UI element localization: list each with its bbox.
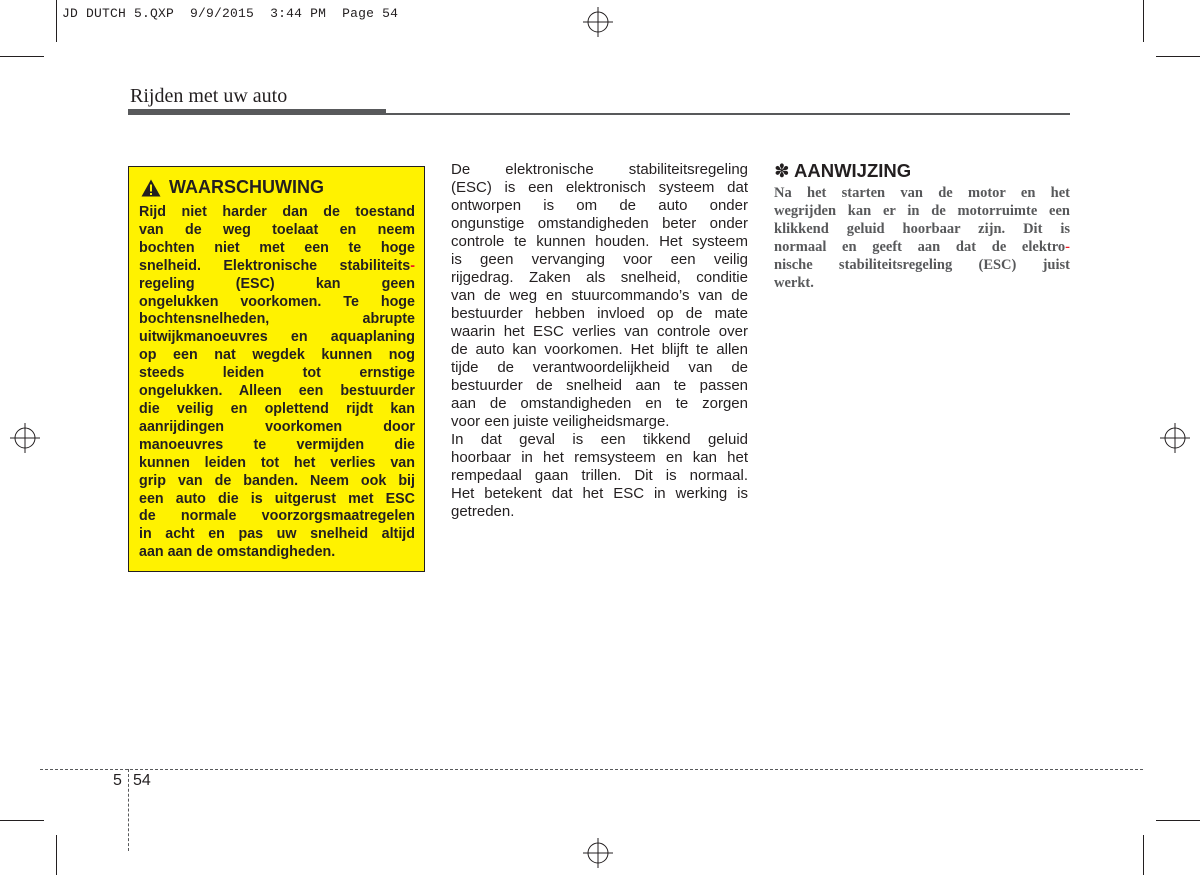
paragraph-1-line: rijgedrag. Zaken als snelheid, conditie — [451, 269, 748, 286]
registration-mark-icon — [583, 838, 613, 868]
paragraph-2-line: getreden. — [451, 503, 515, 520]
warning-heading — [141, 177, 324, 198]
header-rule-thick — [128, 109, 386, 115]
warning-line: ongelukken voorkomen. Te hoge — [139, 293, 415, 310]
crop-mark — [1143, 0, 1144, 42]
footer-divider — [128, 769, 129, 851]
page-number: 54 — [133, 772, 151, 789]
warning-line: manoeuvres te vermijden die — [139, 436, 415, 453]
note-line: Na het starten van de motor en het — [774, 185, 1070, 201]
paragraph-1-line: (ESC) is een elektronisch systeem dat — [451, 179, 748, 196]
registration-mark-icon — [10, 423, 40, 453]
paragraph-1-line: tijde de verantwoordelijkheid van de — [451, 359, 748, 376]
warning-line: die veilig en oplettend rijdt kan — [139, 400, 415, 417]
crop-mark — [1143, 835, 1144, 875]
warning-line: kunnen leiden tot het verlies van — [139, 454, 415, 471]
warning-line: de normale voorzorgsmaatregelen — [139, 508, 415, 525]
crop-mark — [1156, 56, 1200, 57]
note-line: wegrijden kan er in de motorruimte een — [774, 202, 1070, 219]
warning-line: uitwijkmanoeuvres en aquaplaning — [139, 329, 415, 346]
paragraph-1-line: van de weg en stuurcommando’s van de — [451, 287, 748, 304]
paragraph-1-line: ontworpen is om de auto onder — [451, 197, 748, 214]
warning-line: bochten niet met een te hoge — [139, 239, 415, 256]
slug-date: 9/9/2015 — [190, 6, 255, 21]
hyphen-mark: - — [1065, 238, 1070, 255]
warning-line: aanrijdingen voorkomen door — [139, 418, 415, 435]
note-title: AANWIJZING — [793, 160, 912, 181]
warning-title: WAARSCHUWING — [169, 177, 324, 197]
crop-mark — [0, 820, 44, 821]
main-body-text — [451, 161, 748, 521]
crop-mark — [56, 835, 57, 875]
warning-line: grip van de banden. Neem ook bij — [139, 472, 415, 489]
note-line: normaal en geeft aan dat de elektro- — [774, 238, 1070, 255]
warning-line: steeds leiden tot ernstige — [139, 365, 415, 382]
note-line: werkt. — [774, 274, 814, 291]
warning-line: een auto die is uitgerust met ESC — [139, 490, 415, 507]
note-line: nische stabiliteitsregeling (ESC) juist — [774, 256, 1070, 273]
warning-box — [128, 166, 425, 572]
paragraph-1-line: voor een juiste veiligheidsmarge. — [451, 413, 670, 430]
print-slug — [62, 6, 398, 21]
paragraph-1-line: bestuurder hebben invloed op de mate — [451, 305, 748, 322]
paragraph-1-line: de auto kan voorkomen. Het blijft te allen — [451, 341, 748, 358]
crop-mark — [0, 56, 44, 57]
warning-line: ongelukken. Alleen een bestuurder — [139, 383, 415, 400]
warning-line: van de weg toelaat en neem — [139, 221, 415, 238]
registration-mark-icon — [583, 7, 613, 37]
registration-mark-icon — [1160, 423, 1190, 453]
paragraph-1-line: ongunstige omstandigheden beter onder — [451, 215, 748, 232]
paragraph-2-line: Het betekent dat het ESC in werking is — [451, 485, 748, 502]
warning-line: snelheid. Elektronische stabiliteits- — [139, 257, 415, 274]
paragraph-1-line: De elektronische stabiliteitsregeling — [451, 161, 748, 178]
section-title: Rijden met uw auto — [130, 85, 288, 107]
warning-line: regeling (ESC) kan geen — [139, 275, 415, 292]
slug-time: 3:44 PM — [270, 6, 327, 21]
paragraph-2-line: In dat geval is een tikkend geluid — [451, 431, 748, 448]
warning-line: in acht en pas uw snelheid altijd — [139, 526, 415, 543]
warning-triangle-icon — [141, 179, 161, 197]
paragraph-1-line: is geen vervanging voor een veilig — [451, 251, 748, 268]
warning-text — [139, 204, 415, 562]
slug-page: Page 54 — [342, 6, 399, 21]
warning-line: Rijd niet harder dan de toestand — [139, 204, 415, 220]
warning-line: aan aan de omstandigheden. — [139, 544, 336, 561]
warning-line: bochtensnelheden, abrupte — [139, 311, 415, 328]
paragraph-2-line: rempedaal gaan trillen. Dit is normaal. — [451, 467, 748, 484]
crop-mark — [1156, 820, 1200, 821]
chapter-number: 5 — [113, 772, 122, 789]
warning-line: op een nat wegdek kunnen nog — [139, 347, 415, 364]
note-heading — [774, 160, 911, 182]
footer-rule — [40, 769, 1143, 770]
hyphen-mark: - — [410, 257, 415, 274]
header-rule-thin — [386, 113, 1070, 115]
note-text — [774, 185, 1070, 292]
paragraph-1-line: controle te kunnen houden. Het systeem — [451, 233, 748, 250]
slug-file: JD DUTCH 5.QXP — [62, 6, 175, 21]
paragraph-1-line: bestuurder de snelheid aan te passen — [451, 377, 748, 394]
note-asterisk-icon: ✽ — [774, 160, 790, 181]
paragraph-1-line: aan de omstandigheden en te zorgen — [451, 395, 748, 412]
paragraph-2-line: hoorbaar in het remsysteem en kan het — [451, 449, 748, 466]
paragraph-1-line: waarin het ESC verlies van controle over — [451, 323, 748, 340]
crop-mark — [56, 0, 57, 42]
note-line: klikkend geluid hoorbaar zijn. Dit is — [774, 220, 1070, 237]
